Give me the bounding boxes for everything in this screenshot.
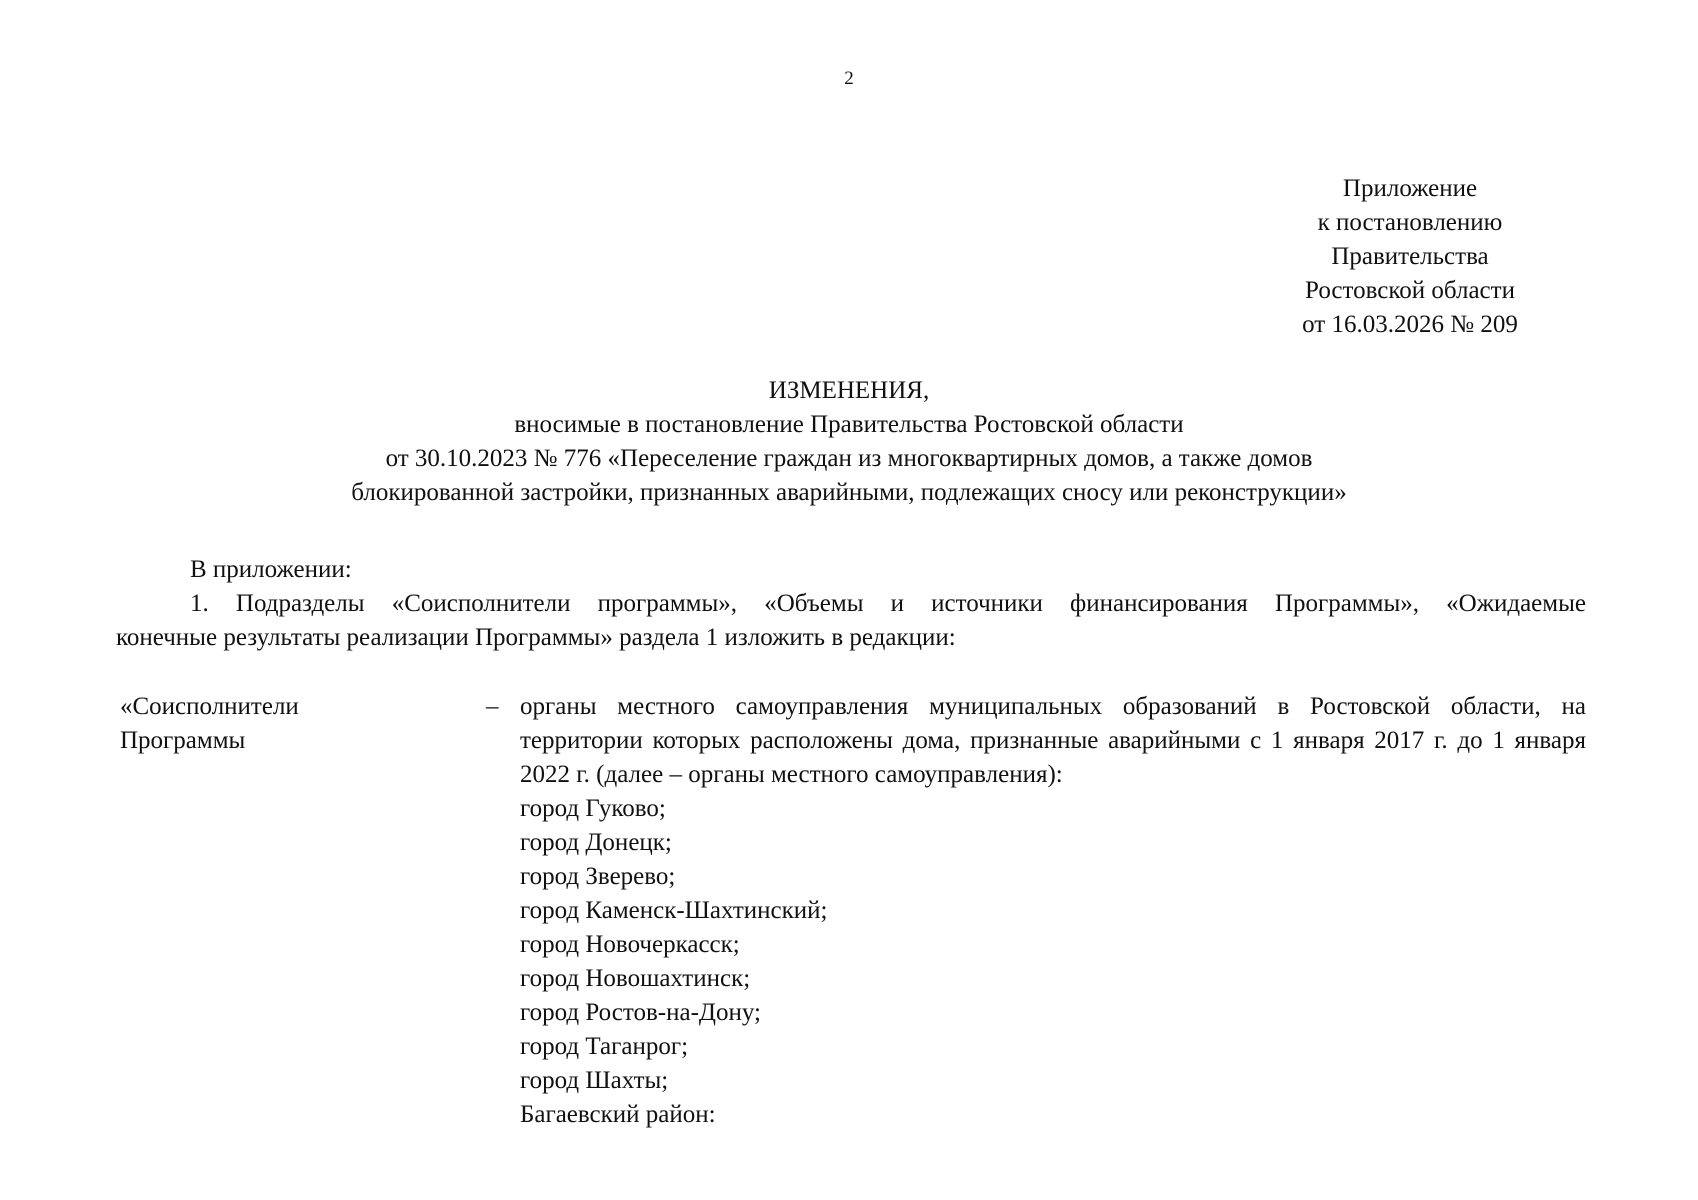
list-item: город Новочеркасск;	[520, 931, 740, 958]
list-item: город Ростов-на-Дону;	[520, 999, 761, 1026]
appendix-line: к постановлению	[1317, 209, 1503, 236]
coexecutors-content	[520, 690, 1586, 1132]
coexecutors-label	[120, 690, 450, 758]
label-line: «Соисполнители	[120, 693, 299, 720]
intro-paragraph-line: конечные результаты реализации Программы» раздела 1 изложить в редакции:	[116, 624, 956, 651]
list-item: город Каменск-Шахтинский;	[520, 897, 828, 924]
title-line: блокированной застройки, признанных аварийными, подлежащих сносу или реконструкции»	[351, 479, 1347, 506]
document-title	[0, 374, 1698, 510]
list-item: город Зверево;	[520, 863, 676, 890]
coexecutors-description: органы местного самоуправления муниципальных образований в Ростовской области, на территории которых расположены дома, признанные аварийными с 1 января 2017 г. до 1 января 2022 г. (далее – органы местного самоуправления):	[520, 693, 1586, 788]
list-item: Багаевский район:	[520, 1101, 716, 1128]
page-number: 2	[844, 68, 854, 89]
appendix-block	[1260, 172, 1560, 342]
intro-section	[116, 553, 1586, 655]
intro-line: В приложении:	[190, 556, 352, 583]
appendix-line: Ростовской области	[1305, 277, 1515, 304]
label-line: Программы	[120, 727, 246, 754]
list-item: город Новошахтинск;	[520, 965, 751, 992]
appendix-line: Приложение	[1342, 175, 1478, 202]
intro-paragraph-line: 1. Подразделы «Соисполнители программы», «Объемы и источники финансирования Программы», «Ожидаемые	[190, 590, 1586, 617]
list-item: город Гуково;	[520, 795, 666, 822]
appendix-line: Правительства	[1331, 243, 1489, 270]
list-item: город Таганрог;	[520, 1033, 689, 1060]
list-item: город Донецк;	[520, 829, 672, 856]
title-heading: ИЗМЕНЕНИЯ,	[768, 377, 930, 404]
title-line: вносимые в постановление Правительства Ростовской области	[514, 411, 1184, 438]
title-line: от 30.10.2023 № 776 «Переселение граждан из многоквартирных домов, а также домов	[385, 445, 1313, 472]
list-item: город Шахты;	[520, 1067, 669, 1094]
dash-separator: –	[486, 693, 499, 720]
appendix-line: от 16.03.2026 № 209	[1302, 311, 1518, 338]
